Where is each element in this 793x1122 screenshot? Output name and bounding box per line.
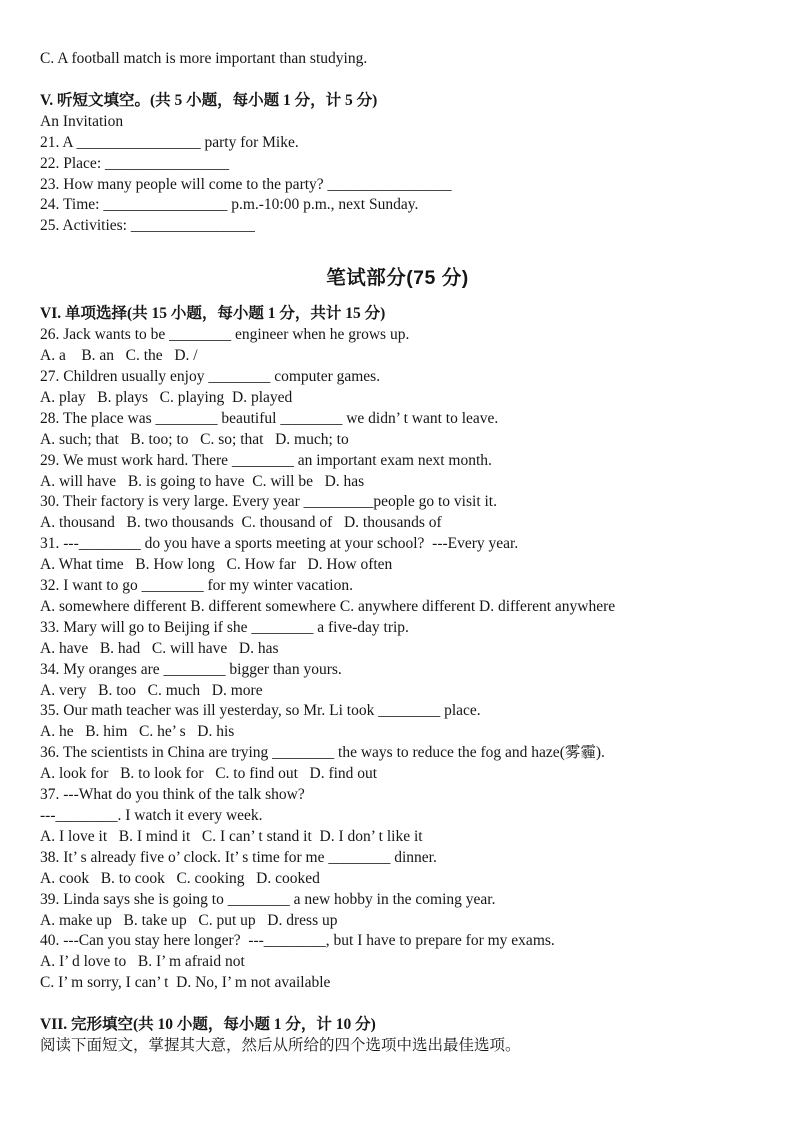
text-line: A. a B. an C. the D. / bbox=[40, 347, 198, 365]
text-line: 39. Linda says she is going to ________ a new hobby in the coming year. bbox=[40, 890, 496, 908]
text-line: 33. Mary will go to Beijing if she ________ a five-day trip. bbox=[40, 618, 409, 636]
text-line: 31. ---________ do you have a sports meeting at your school? ---Every year. bbox=[40, 535, 519, 553]
text-line: A. such; that B. too; to C. so; that D. much; to bbox=[40, 430, 349, 448]
text-line: 24. Time: ________________ p.m.-10:00 p.m., next Sunday. bbox=[40, 196, 419, 214]
text-line: 40. ---Can you stay here longer? ---________, but I have to prepare for my exams. bbox=[40, 932, 555, 950]
text-line: 37. ---What do you think of the talk show? bbox=[40, 786, 305, 804]
section-heading: V. 听短文填空。(共 5 小题，每小题 1 分，计 5 分) bbox=[40, 91, 378, 109]
text-line: 21. A ________________ party for Mike. bbox=[40, 133, 299, 151]
text-line: A. have B. had C. will have D. has bbox=[40, 639, 279, 657]
text-line: 阅读下面短文，掌握其大意，然后从所给的四个选项中选出最佳选项。 bbox=[40, 1037, 521, 1055]
text-line: 36. The scientists in China are trying ________ the ways to reduce the fog and haze(雾霾). bbox=[40, 744, 605, 762]
text-line: A. play B. plays C. playing D. played bbox=[40, 388, 293, 406]
text-line: A. he B. him C. he’ s D. his bbox=[40, 723, 235, 741]
text-line: 26. Jack wants to be ________ engineer when he grows up. bbox=[40, 326, 410, 344]
text-line: A. I love it B. I mind it C. I can’ t stand it D. I don’ t like it bbox=[40, 827, 423, 845]
text-line: A. cook B. to cook C. cooking D. cooked bbox=[40, 869, 320, 887]
text-line: 27. Children usually enjoy ________ computer games. bbox=[40, 367, 381, 385]
text-line: 29. We must work hard. There ________ an important exam next month. bbox=[40, 451, 492, 469]
text-line: 25. Activities: ________________ bbox=[40, 217, 255, 235]
text-line: 22. Place: ________________ bbox=[40, 154, 229, 172]
text-line: A. make up B. take up C. put up D. dress up bbox=[40, 911, 338, 929]
text-line: C. I’ m sorry, I can’ t D. No, I’ m not available bbox=[40, 974, 331, 992]
text-line: A. What time B. How long C. How far D. How often bbox=[40, 556, 393, 574]
section-heading: VI. 单项选择(共 15 小题，每小题 1 分，共计 15 分) bbox=[40, 305, 386, 323]
page-title: 笔试部分(75 分) bbox=[326, 267, 469, 290]
document-body bbox=[40, 49, 755, 1057]
text-line: 28. The place was ________ beautiful ________ we didn’ t want to leave. bbox=[40, 409, 499, 427]
text-line: 32. I want to go ________ for my winter vacation. bbox=[40, 577, 353, 595]
text-line: A. I’ d love to B. I’ m afraid not bbox=[40, 953, 245, 971]
text-line: 23. How many people will come to the party? ________________ bbox=[40, 175, 452, 193]
text-line: An Invitation bbox=[40, 112, 124, 130]
section-heading: VII. 完形填空(共 10 小题，每小题 1 分，计 10 分) bbox=[40, 1016, 376, 1034]
text-line: A. look for B. to look for C. to find out D. find out bbox=[40, 765, 378, 783]
text-line: A. somewhere different B. different somewhere C. anywhere different D. different anywhere bbox=[40, 597, 616, 615]
text-line: 35. Our math teacher was ill yesterday, so Mr. Li took ________ place. bbox=[40, 702, 481, 720]
text-line: ---________. I watch it every week. bbox=[40, 807, 263, 824]
text-line: A. thousand B. two thousands C. thousand of D. thousands of bbox=[40, 514, 442, 532]
text-line: 30. Their factory is very large. Every year _________people go to visit it. bbox=[40, 493, 497, 511]
text-line: A. will have B. is going to have C. will be D. has bbox=[40, 472, 365, 490]
text-line: 38. It’ s already five o’ clock. It’ s time for me ________ dinner. bbox=[40, 848, 437, 866]
text-line: 34. My oranges are ________ bigger than yours. bbox=[40, 660, 342, 678]
text-line: C. A football match is more important than studying. bbox=[40, 50, 368, 67]
text-line: A. very B. too C. much D. more bbox=[40, 681, 263, 699]
